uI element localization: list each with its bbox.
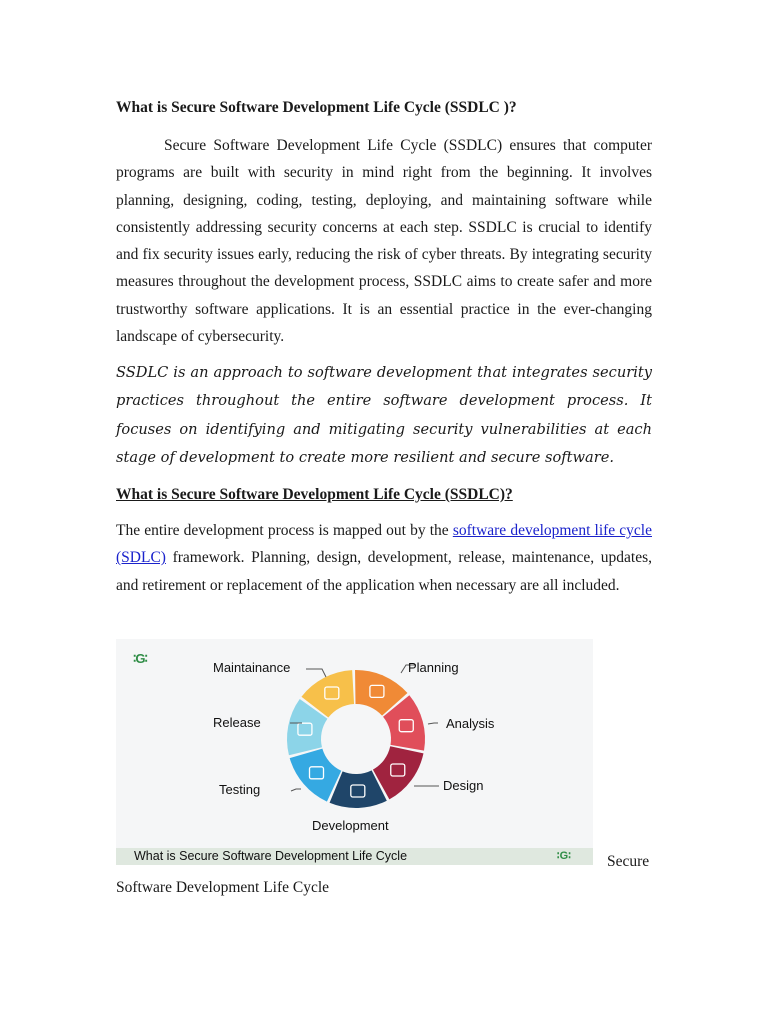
sdlc-text-after: framework. Planning, design, development, release, maintenance, updates, and retirement or replacement of the application when necessary are all included. <box>116 549 652 594</box>
ssdlc-figure <box>116 639 593 865</box>
stage-label-maintainance: Maintainance <box>213 660 291 675</box>
section-heading-2: What is Secure Software Development Life Cycle (SSDLC)? <box>116 486 513 503</box>
caption-logo: ∶G∶ <box>556 850 571 862</box>
trailing-text-2: Software Development Life Cycle <box>116 879 330 896</box>
paragraph-intro: Secure Software Development Life Cycle (SSDLC) ensures that computer programs are built with security in mind right from the beginning. It involves planning, designing, coding, testing, deploying, and maintaining software while consistently addressing security concerns at each step. SSDLC is crucial to identify and fix security issues early, reducing the risk of cyber threats. By integrating security measures throughout the development process, SSDLC aims to create safer and more trustworthy software applications. It is an essential practice in the ever-changing landscape of cybersecurity. <box>116 137 652 346</box>
figure-caption: What is Secure Software Development Life Cycle <box>134 849 408 863</box>
stage-label-planning: Planning <box>408 660 459 675</box>
stage-label-analysis: Analysis <box>446 716 495 731</box>
stage-label-testing: Testing <box>219 782 261 797</box>
trailing-text-1: Secure <box>607 853 650 870</box>
section-heading-1: What is Secure Software Development Life Cycle (SSDLC )? <box>116 99 517 116</box>
paragraph-sdlc <box>116 517 652 599</box>
cycle-diagram <box>116 639 593 848</box>
cycle-center <box>322 705 390 773</box>
sdlc-text-before: The entire development process is mapped out by the <box>116 522 453 539</box>
sdlc-link[interactable]: software development life cycle (SDLC) <box>116 522 652 567</box>
geeksforgeeks-logo: ∶G∶ <box>133 651 147 666</box>
stage-label-design: Design <box>443 778 484 793</box>
stage-label-release: Release <box>213 715 261 730</box>
paragraph-italic-summary: SSDLC is an approach to software development that integrates security practices throughout the entire software development process. It focuses on identifying and mitigating security vulnerabilities at each stage of development to create more resilient and secure software. <box>116 364 652 467</box>
figure-caption-bar <box>116 848 593 865</box>
stage-label-development: Development <box>312 818 389 833</box>
